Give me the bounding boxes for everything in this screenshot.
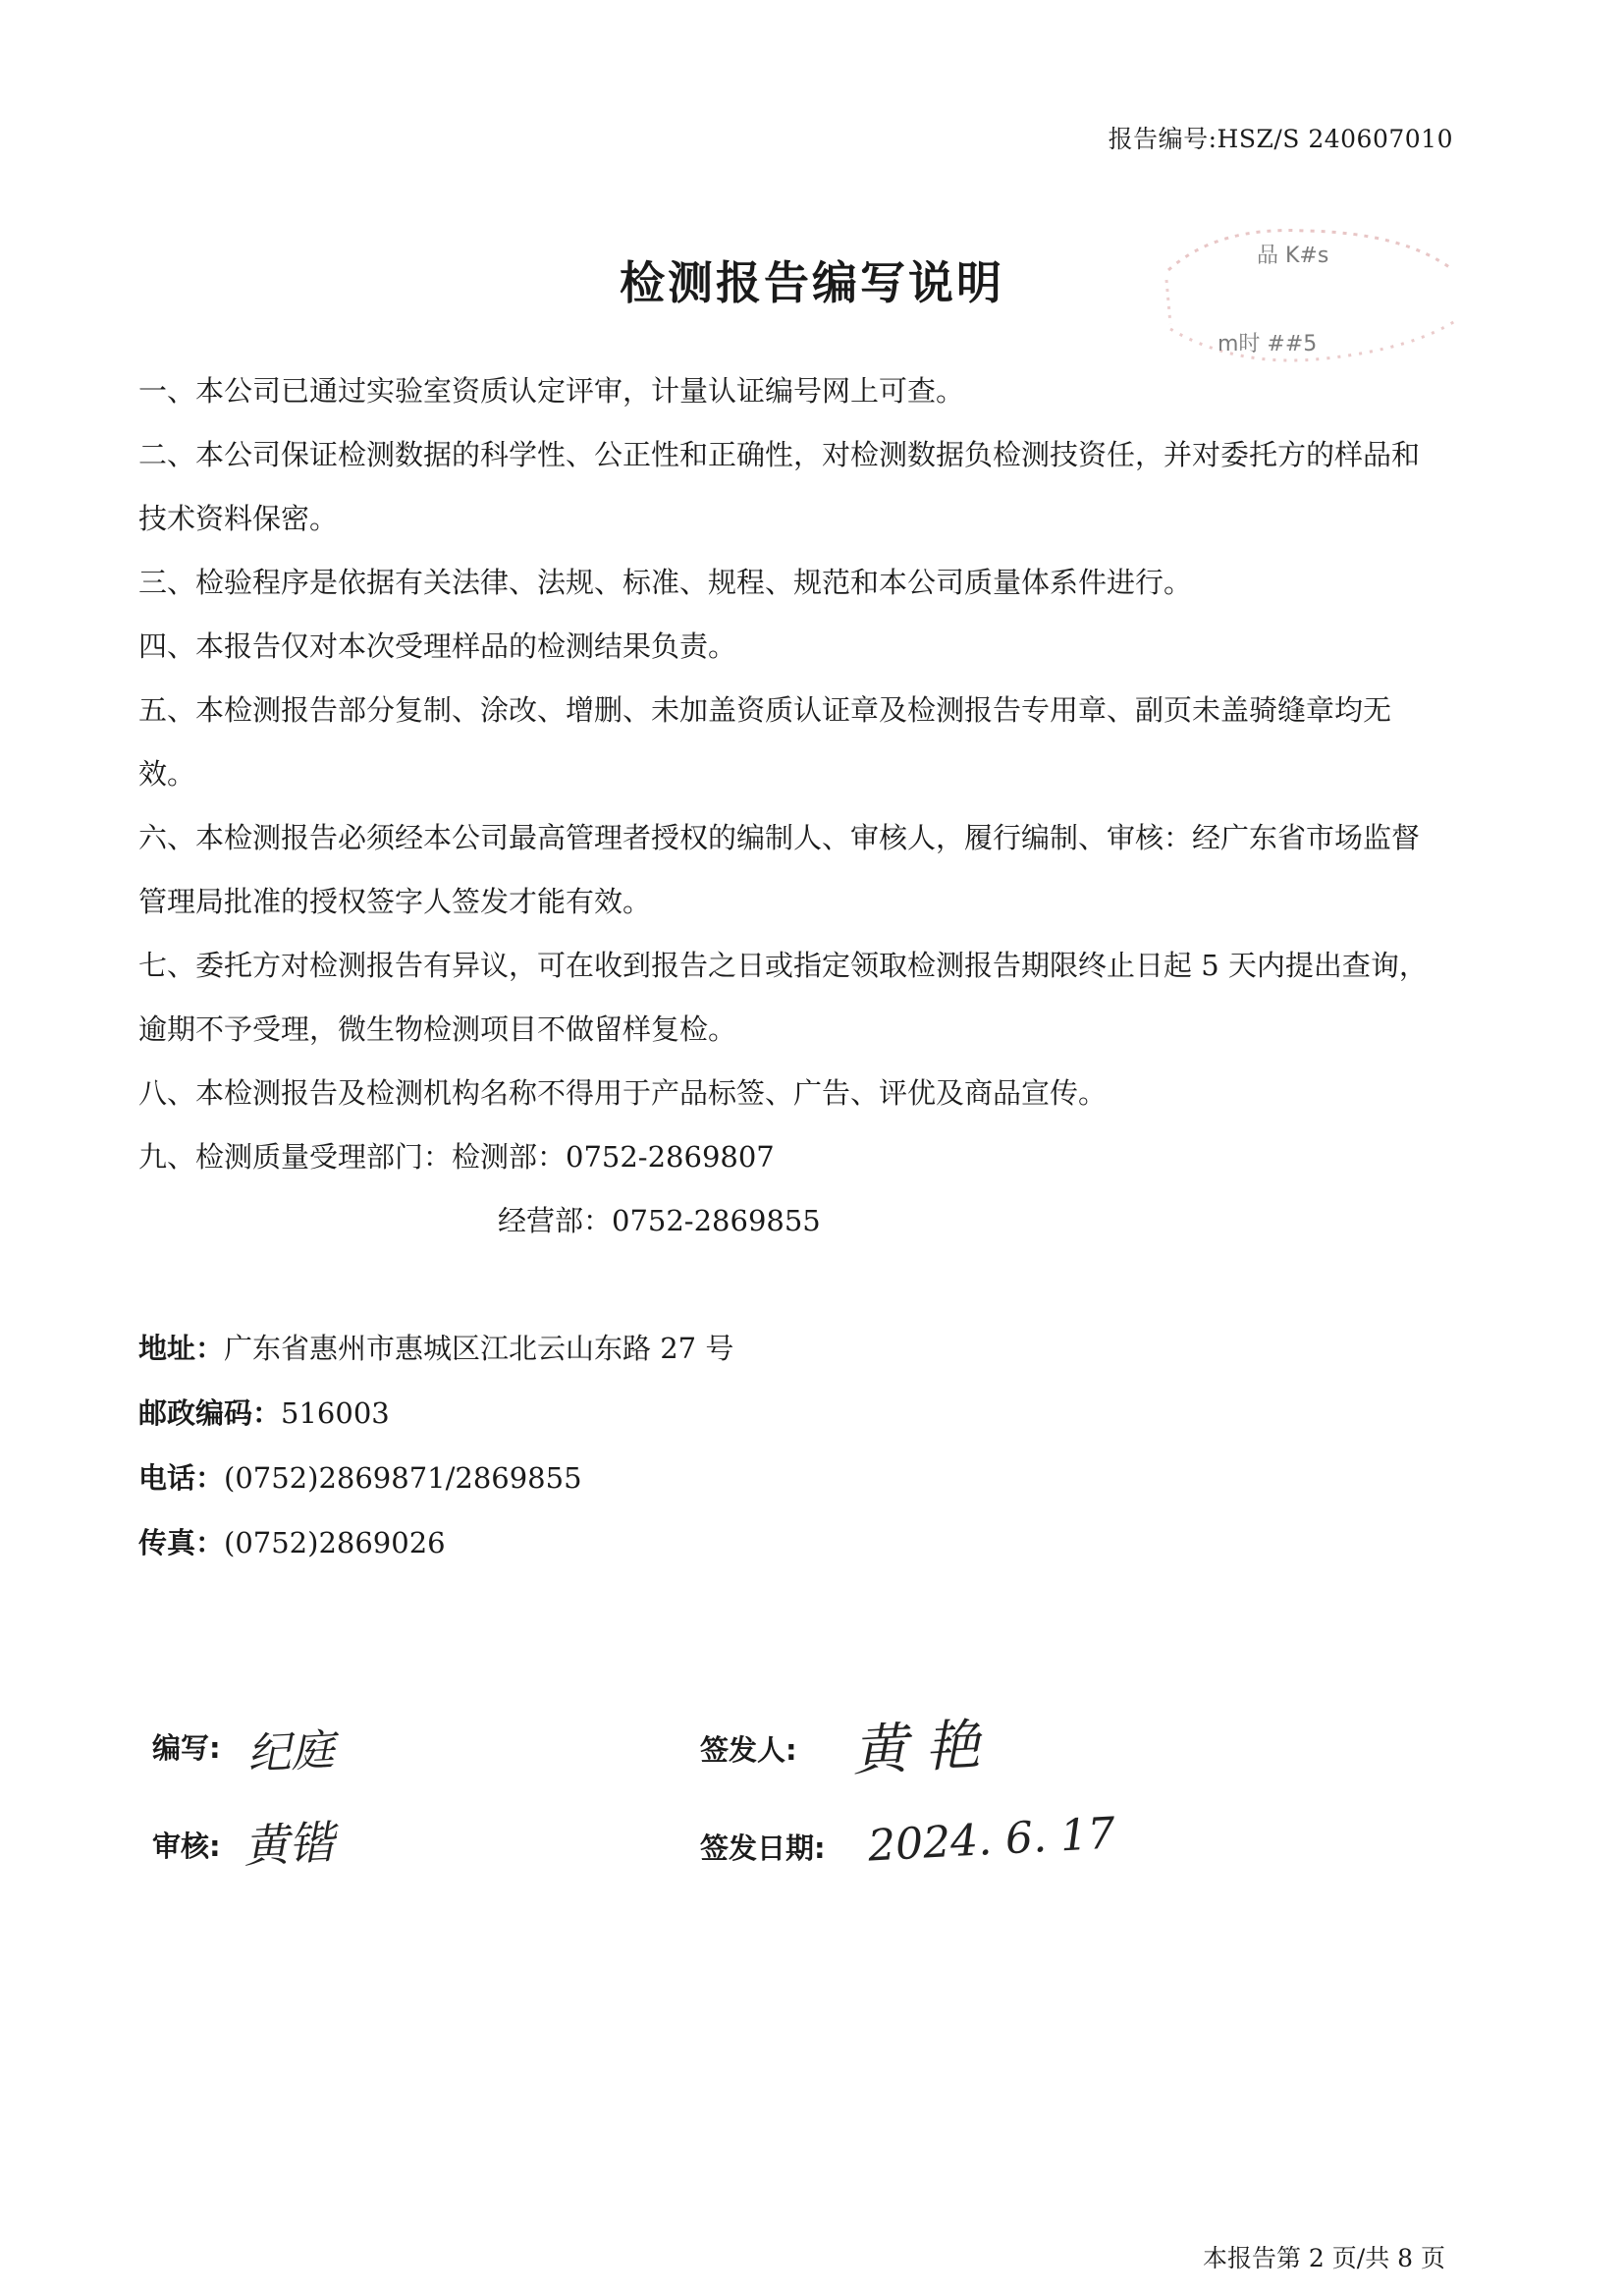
clause-item: 八、本检测报告及检测机构名称不得用于产品标签、广告、评优及商品宣传。 — [138, 1076, 1108, 1110]
fax-label: 传真： — [138, 1526, 225, 1559]
clause-item: 六、本检测报告必须经本公司最高管理者授权的编制人、审核人，履行编制、审核：经广东省市场监督管理局批准的授权签字人签发才能有效。 — [138, 821, 1421, 918]
fax-value: (0752)2869026 — [224, 1526, 446, 1559]
compiler-label: 编写: — [152, 1731, 221, 1765]
clause-item: 二、本公司保证检测数据的科学性、公正性和正确性，对检测数据负检测技资任，并对委托方的样品和技术资料保密。 — [138, 438, 1421, 535]
reviewer-signature: 黄锴 — [242, 1815, 336, 1874]
address-value: 广东省惠州市惠城区江北云山东路 27 号 — [224, 1332, 734, 1365]
page-footer: 本报告第 2 页/共 8 页 — [1202, 2244, 1445, 2272]
clause-item: 三、检验程序是依据有关法律、法规、标准、规程、规范和本公司质量体系件进行。 — [138, 566, 1193, 599]
clause-item: 七、委托方对检测报告有异议，可在收到报告之日或指定领取检测报告期限终止日起 5 天内提出查询，逾期不予受理，微生物检测项目不做留样复检。 — [138, 949, 1428, 1046]
clause-item: 四、本报告仅对本次受理样品的检测结果负责。 — [138, 629, 737, 663]
reviewer-label: 审核: — [152, 1830, 221, 1863]
postcode-value: 516003 — [281, 1396, 390, 1430]
department-business: 经营部：0752-2869855 — [498, 1204, 821, 1237]
phone-label: 电话： — [138, 1461, 225, 1495]
issue-date-label: 签发日期: — [700, 1831, 826, 1865]
report-number: 报告编号:HSZ/S 240607010 — [1108, 125, 1453, 153]
issuer-signature: 黄 艳 — [850, 1713, 982, 1784]
postcode-label: 邮政编码： — [138, 1396, 282, 1430]
stamp-text-top: 品 K#s — [1257, 244, 1329, 268]
compiler-signature: 纪庭 — [245, 1724, 336, 1780]
issuer-label: 签发人: — [700, 1733, 797, 1767]
issue-date-signature: 2024. 6. 17 — [866, 1808, 1117, 1872]
department-testing: 九、检测质量受理部门：检测部：0752-2869807 — [138, 1140, 775, 1174]
clause-item: 五、本检测报告部分复制、涂改、增删、未加盖资质认证章及检测报告专用章、副页未盖骑缝章均无效。 — [138, 693, 1392, 791]
phone-value: (0752)2869871/2869855 — [224, 1461, 582, 1495]
document-title: 检测报告编写说明 — [620, 256, 1004, 309]
address-label: 地址： — [138, 1332, 225, 1365]
clause-item: 一、本公司已通过实验室资质认定评审，计量认证编号网上可查。 — [138, 374, 965, 408]
stamp-text-bottom: m时 ##5 — [1218, 332, 1318, 356]
